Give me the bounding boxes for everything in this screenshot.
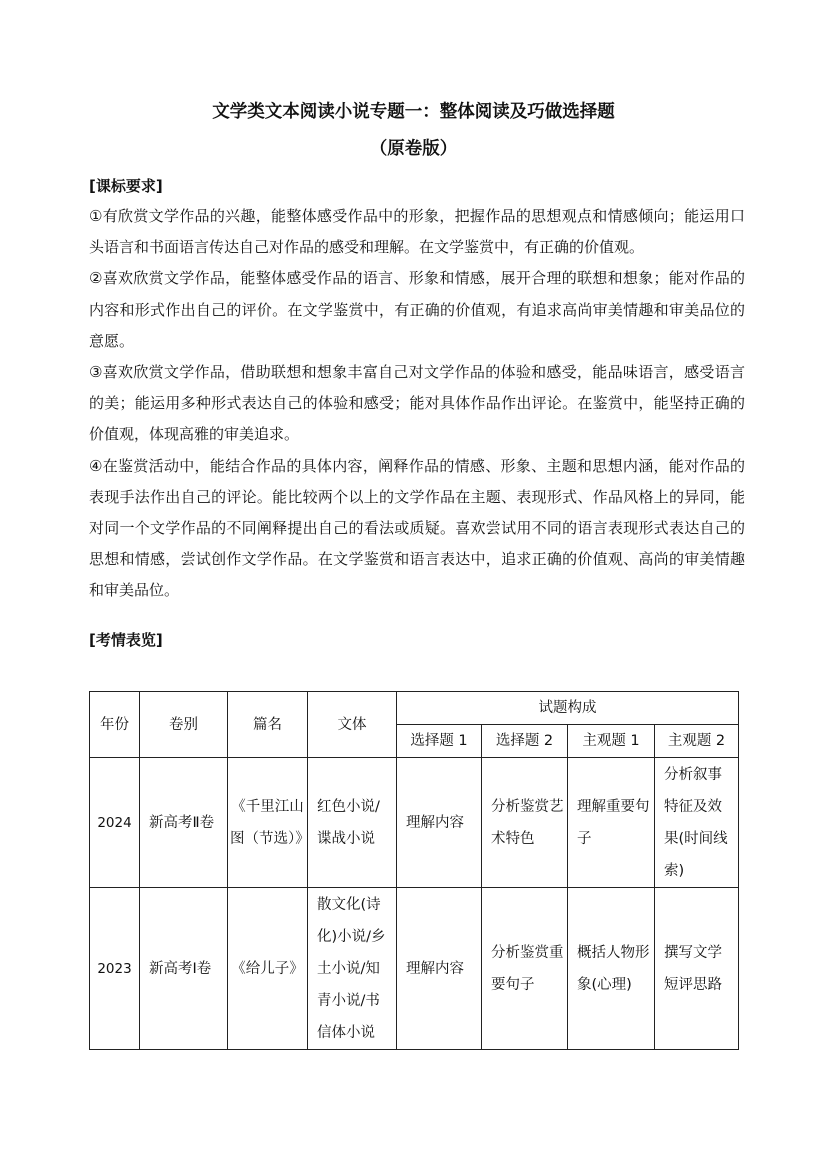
header-genre: 文体 xyxy=(308,692,397,758)
header-subjective-1: 主观题 1 xyxy=(568,725,655,758)
exam-overview-table xyxy=(89,691,739,1050)
cell-year: 2024 xyxy=(90,758,140,888)
header-composition: 试题构成 xyxy=(397,692,739,725)
cell-subjective-2: 分析叙事特征及效果(时间线索) xyxy=(655,758,739,888)
curriculum-paragraph-2: ②喜欢欣赏文学作品，能整体感受作品的语言、形象和情感，展开合理的联想和想象；能对作品的内容和形式作出自己的评价。在文学鉴赏中，有正确的价值观，有追求高尚审美情趣和审美品位的意愿。 xyxy=(89,269,745,350)
header-choice-2: 选择题 2 xyxy=(482,725,568,758)
header-year: 年份 xyxy=(90,692,140,758)
cell-choice-1: 理解内容 xyxy=(397,758,482,888)
cell-choice-1: 理解内容 xyxy=(397,888,482,1050)
cell-subjective-1: 概括人物形象(心理) xyxy=(568,888,655,1050)
document-subtitle: （原卷版） xyxy=(369,139,458,159)
cell-choice-2: 分析鉴赏重要句子 xyxy=(482,888,568,1050)
cell-paper: 新高考Ⅱ卷 xyxy=(140,758,228,888)
cell-choice-2: 分析鉴赏艺术特色 xyxy=(482,758,568,888)
header-choice-1: 选择题 1 xyxy=(397,725,482,758)
cell-year: 2023 xyxy=(90,888,140,1050)
cell-paper: 新高考Ⅰ卷 xyxy=(140,888,228,1050)
curriculum-heading: [课标要求] xyxy=(89,177,163,195)
cell-genre: 红色小说/谍战小说 xyxy=(308,758,397,888)
document-title: 文学类文本阅读小说专题一：整体阅读及巧做选择题 xyxy=(212,102,615,122)
cell-genre: 散文化(诗化)小说/乡土小说/知青小说/书信体小说 xyxy=(308,888,397,1050)
header-paper: 卷别 xyxy=(140,692,228,758)
cell-title: 《千里江山图（节选）》 xyxy=(228,758,308,888)
curriculum-paragraph-3: ③喜欢欣赏文学作品，借助联想和想象丰富自己对文学作品的体验和感受，能品味语言，感受语言的美；能运用多种形式表达自己的体验和感受；能对具体作品作出评论。在鉴赏中，能坚持正确的价值观，体现高雅的审美追求。 xyxy=(89,363,745,444)
cell-subjective-1: 理解重要句子 xyxy=(568,758,655,888)
header-subjective-2: 主观题 2 xyxy=(655,725,739,758)
curriculum-paragraph-4: ④在鉴赏活动中，能结合作品的具体内容，阐释作品的情感、形象、主题和思想内涵，能对作品的表现手法作出自己的评论。能比较两个以上的文学作品在主题、表现形式、作品风格上的异同，能对同一个文学作品的不同阐释提出自己的看法或质疑。喜欢尝试用不同的语言表现形式表达自己的思想和情感，尝试创作文学作品。在文学鉴赏和语言表达中，追求正确的价值观、高尚的审美情趣和审美品位。 xyxy=(89,456,745,600)
curriculum-paragraph-1: ①有欣赏文学作品的兴趣，能整体感受作品中的形象，把握作品的思想观点和情感倾向；能运用口头语言和书面语言传达自己对作品的感受和理解。在文学鉴赏中，有正确的价值观。 xyxy=(89,207,745,257)
table-row xyxy=(90,758,739,888)
cell-subjective-2: 撰写文学短评思路 xyxy=(655,888,739,1050)
table-header-row xyxy=(90,692,739,725)
table-row xyxy=(90,888,739,1050)
cell-title: 《给儿子》 xyxy=(228,888,308,1050)
curriculum-body xyxy=(89,201,745,607)
exam-overview-heading: [考情表览] xyxy=(89,631,163,649)
header-title: 篇名 xyxy=(228,692,308,758)
